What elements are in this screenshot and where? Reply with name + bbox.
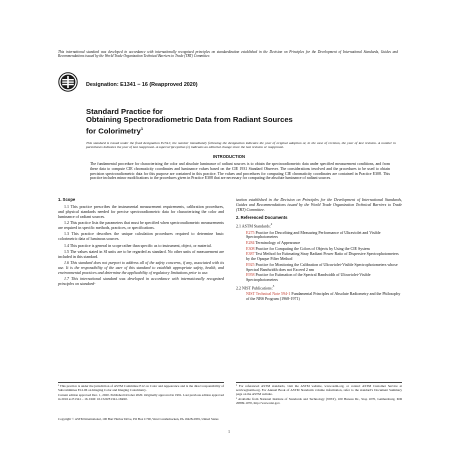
referenced-documents-heading: 2. Referenced Documents <box>236 214 288 220</box>
footnotes-right <box>236 382 402 408</box>
reference-item[interactable]: E925 Practice for Monitoring the Calibration of Ultraviolet-Visible Spectrophotometers whose Spectral Bandwidth does not Exceed 2 nm <box>246 261 398 272</box>
scope-paragraph: 1.6 This standard does not purport to address all of the safety concerns, if any, associated with its use. It is the responsibility of the user of this standard to establish appropriate safety, health, and environmental practices and determine the applicability of regulatory limitations prior to use. <box>58 260 224 275</box>
reference-link[interactable]: E308 <box>246 245 255 251</box>
reference-item[interactable]: E275 Practice for Describing and Measuring Performance of Ultraviolet and Visible Spectrophotometers <box>246 229 381 240</box>
reference-link[interactable]: E387 <box>246 251 255 257</box>
standards-notice: This international standard was developed in accordance with internationally recognized principles on standardization established in the Decision on Principles for the Development of International Standards, Guides and Recommendations issued by the World Trade Organization Technical Barriers to Trade (TBT) Committee. <box>58 50 398 59</box>
astm-standards-subheading: 2.1 ASTM Standards:$^2$ <box>236 222 273 229</box>
designation: Designation: E1341 − 16 (Reapproved 2020) <box>86 82 198 88</box>
scope-heading: 1. Scope <box>58 197 76 202</box>
footnotes-left <box>58 382 224 404</box>
footnote: Current edition approved Dec. 1, 2020. Published October 2020. Originally approved in 1991. Last previous edition approved in 2016 as E1341 – 16. DOI: 10.1520/E1341-16R20. <box>58 393 224 402</box>
standard-title <box>86 108 346 136</box>
introduction-heading: INTRODUCTION <box>212 154 246 159</box>
reference-link[interactable]: E275 <box>246 229 255 235</box>
right-column <box>236 198 402 302</box>
title-line-2: Obtaining Spectroradiometric Data from Radiant Sources <box>86 115 293 125</box>
reference-item[interactable]: E958 Practice for Estimation of the Spectral Bandwidth of Ultraviolet-Visible Spectrophotometers <box>246 272 371 283</box>
reference-item[interactable]: E308 Practice for Computing the Colors of Objects by Using the CIE System <box>246 245 370 251</box>
left-column <box>58 198 224 289</box>
nist-publications-subheading: 2.2 NIST Publications:$^3$ <box>236 283 275 291</box>
scope-paragraph: 1.4 This practice is general in scope rather than specific as to instrument, object, or material. <box>64 242 212 248</box>
copyright-line: Copyright © ASTM International, 100 Barr Harbor Drive, PO Box C700, West Conshohocken, PA 19428-2959, United States <box>58 417 219 421</box>
reference-item[interactable]: E387 Test Method for Estimating Stray Radiant Power Ratio of Dispersive Spectrophotometers by the Opaque Filter Method <box>246 251 399 262</box>
page-number: 1 <box>228 430 230 434</box>
title-line-1: Standard Practice for <box>86 107 163 116</box>
footnote: ¹ This practice is under the jurisdiction of ASTM Committee E12 on Color and Appearance and is the direct responsibility of Subcommittee E12.06 on Imaging Color and Imaging Colorimetry. <box>58 384 224 392</box>
footnote: ² For referenced ASTM standards, visit the ASTM website, www.astm.org, or contact ASTM Customer Service at service@astm.org. For Annual Book of ASTM Standards volume information, refer to the standard's Document Summary page on the ASTM website. <box>236 384 402 396</box>
reference-link[interactable]: E958 <box>246 272 255 278</box>
scope-paragraph: 1.3 This practice describes the unique calculation procedures required to determine basic colorimetric data of luminous sources. <box>58 231 224 242</box>
astm-logo-icon <box>58 72 78 92</box>
standard-issue-note: This standard is issued under the fixed designation E1341; the number immediately following the designation indicates the year of original adoption or, in the case of revision, the year of last revision. A number in parentheses indicates the year of last reapproval. A superscript epsilon (ε) indicates an editorial change since the last revision or reapproval. <box>86 141 396 150</box>
reference-item[interactable]: E284 Terminology of Appearance <box>246 240 301 246</box>
reference-link[interactable]: E925 <box>246 261 255 267</box>
scope-paragraph: 1.7 This international standard was developed in accordance with internationally recognized principles on standard- <box>58 276 224 287</box>
scope-paragraph: 1.5 The values stated in SI units are to be regarded as standard. No other units of measurement are included in this standard. <box>58 248 224 259</box>
title-line-3: for Colorimetry$^1$ <box>86 125 144 136</box>
reference-link[interactable]: NIST Technical Note 594-1 <box>246 290 291 296</box>
scope-paragraph: 1.1 This practice prescribes the instrumental measurement requirements, calibration procedures, and physical standards needed for precise spectroradiometric data for characterizing the color and luminance of radiant sources. <box>58 203 224 219</box>
footnote: ³ Available from National Institute of Standards and Technology (NIST), 100 Bureau Dr., Stop 1070, Gaithersburg, MD 20899-1070, http://www.nist.gov. <box>236 397 402 406</box>
scope-paragraph: 1.2 This practice lists the parameters that must be specified when spectroradiometric measurements are required in specific methods, practices, or specifications. <box>58 219 224 230</box>
reference-link[interactable]: E284 <box>246 240 255 246</box>
introduction-text: The fundamental procedure for characterizing the color and absolute luminance of radiant sources is to obtain the spectroradiometric data under specified measurement conditions, and from these data to compute CIE chromaticity coordinates and luminance values based on the CIE 1931 Standard Observer. The considerations involved and the procedures to be used to obtain precision spectroradiometric data for this purpose are contained in this practice. The values and procedures for computing CIE chromaticity coordinates are contained in Practice E308. This practice includes minor modifications to the procedures given in Practice E308 that are necessary for computing the absolute luminance of radiant sources. <box>90 162 390 181</box>
reference-item[interactable]: NIST Technical Note 594-1 Fundamental Principles of Absolute Radiometry and the Philosophy of the NBS Program (1968-1971) <box>246 290 401 301</box>
continuation-text: ization established in the Decision on Principles for the Development of International Standards, Guides and Recommendations issued by the World Trade Organization Technical Barriers to Trade (TBT) Committee. <box>236 197 402 212</box>
